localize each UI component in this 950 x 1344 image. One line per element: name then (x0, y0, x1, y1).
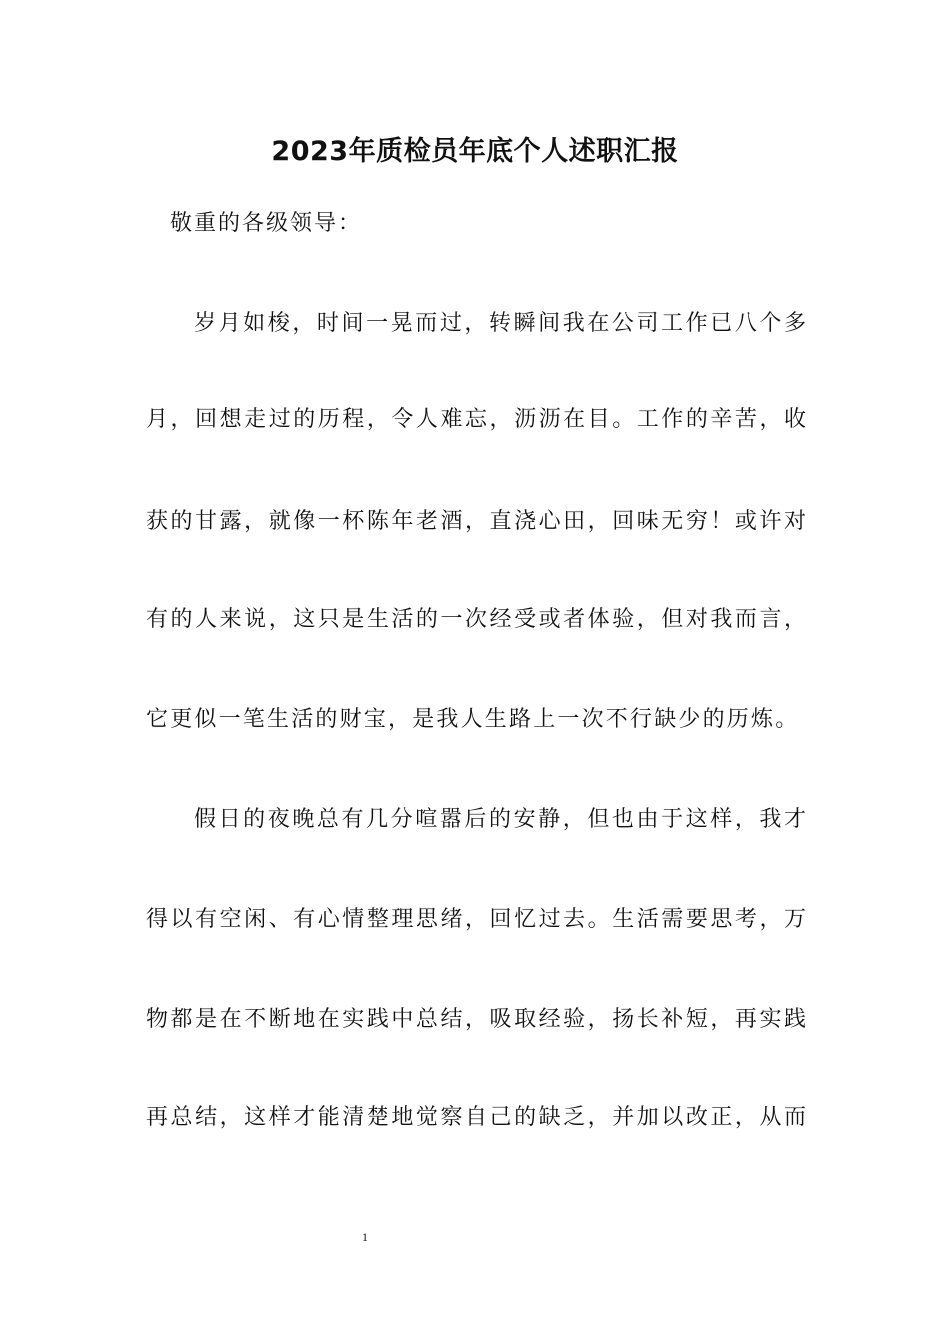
document-title: 2023年质检员年底个人述职汇报 (271, 136, 679, 167)
salutation: 敬重的各级领导： (170, 211, 363, 236)
paragraph-2-line-3: 物都是在不断地在实践中总结，吸取经验，扬长补短，再实践 (146, 1007, 806, 1032)
paragraph-1-line-4: 有的人来说，这只是生活的一次经受或者体验，但对我而言， (146, 607, 806, 632)
paragraph-1-line-3: 获的甘露，就像一杯陈年老酒，直浇心田，回味无穷！或许对 (146, 509, 806, 534)
paragraph-1-line-2: 月，回想走过的历程，令人难忘，沥沥在目。工作的辛苦，收 (146, 407, 806, 432)
paragraph-1-line-1: 岁月如梭，时间一晃而过，转瞬间我在公司工作已八个多 (194, 311, 806, 336)
paragraph-1-line-5: 它更似一笔生活的财宝，是我人生路上一次不行缺少的历炼。 (146, 707, 800, 732)
paragraph-2-line-4: 再总结，这样才能清楚地觉察自己的缺乏，并加以改正，从而 (146, 1105, 806, 1130)
paragraph-2-line-2: 得以有空闲、有心情整理思绪，回忆过去。生活需要思考，万 (146, 907, 806, 932)
paragraph-2-line-1: 假日的夜晚总有几分喧嚣后的安静，但也由于这样，我才 (194, 807, 806, 832)
page-number: 1 (362, 1230, 368, 1244)
